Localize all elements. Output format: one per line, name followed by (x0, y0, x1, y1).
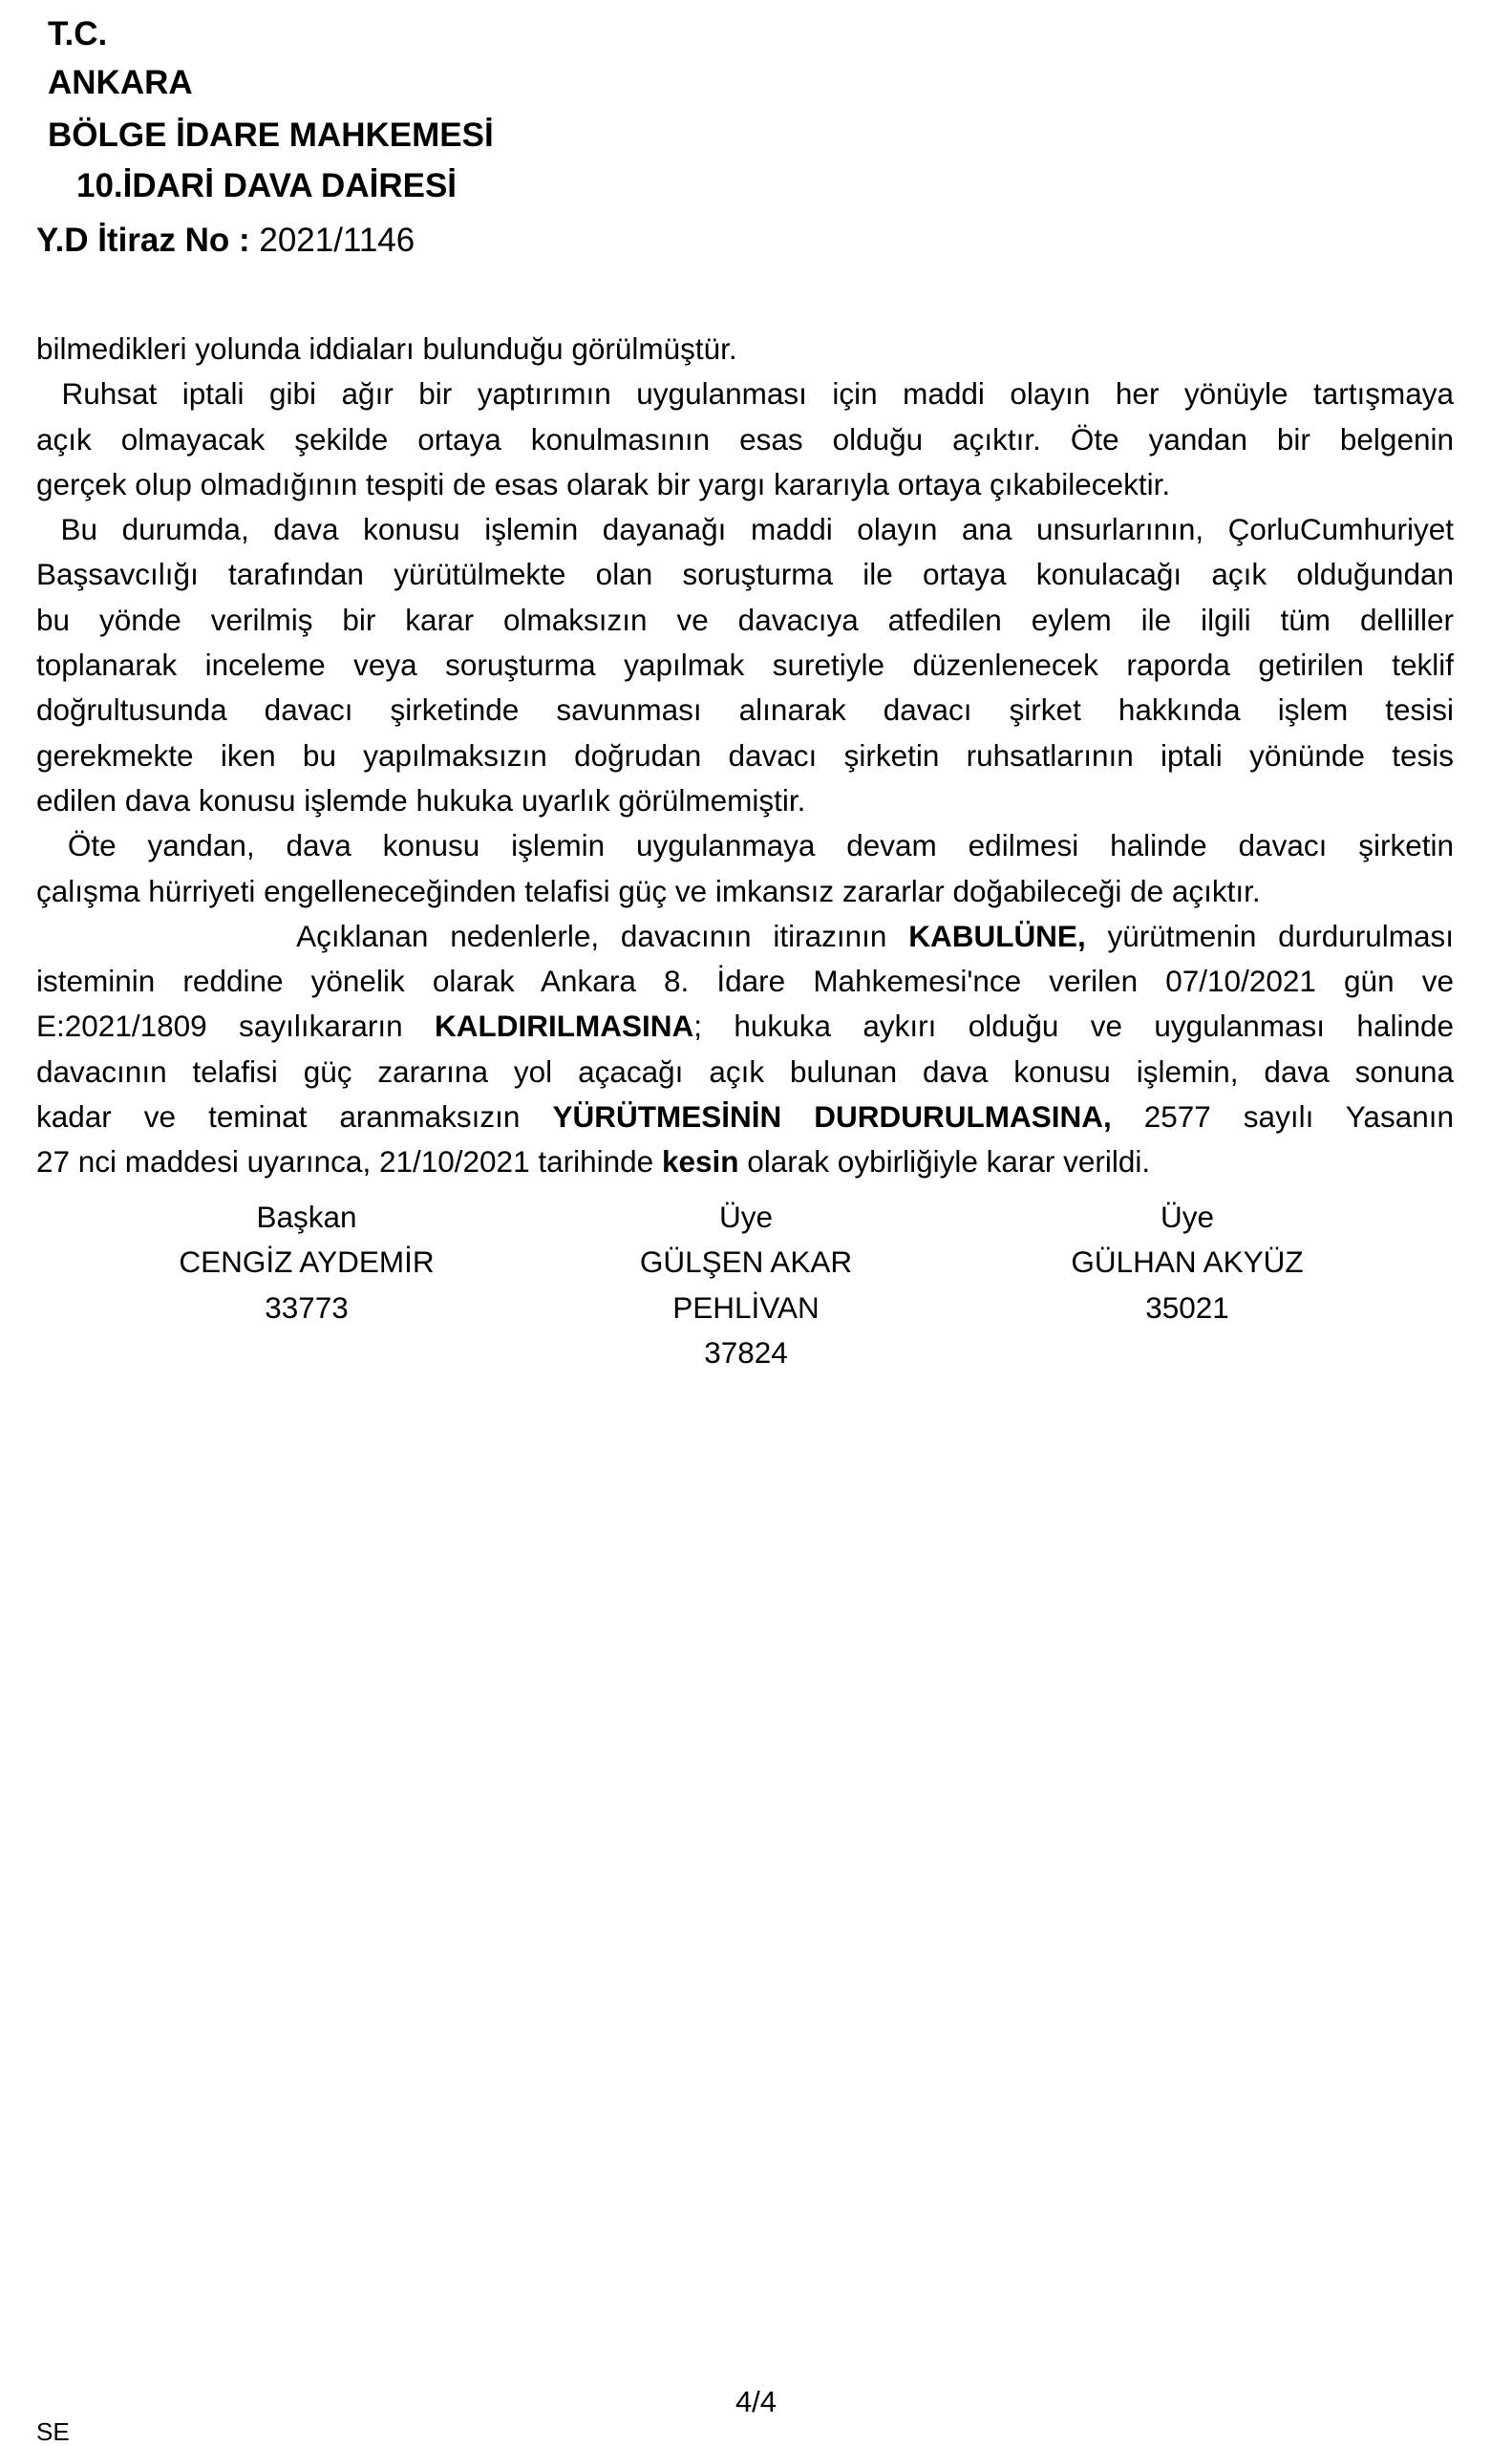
body-line: edilen dava konusu işlemde hukuka uyarlık görülmemiştir. (36, 782, 806, 818)
decision-text: kadar ve teminat aranmaksızın (36, 1099, 553, 1135)
signature-name-cont: PEHLİVAN (672, 1289, 820, 1325)
signature-name: GÜLŞEN AKAR (639, 1244, 853, 1280)
body-line: toplanarak inceleme veya soruşturma yapılmak suretiyle düzenlenecek raporda getirilen teklif (36, 648, 1454, 683)
signature-role: Üye (718, 1200, 774, 1234)
decision-text: 2577 sayılı Yasanın (1111, 1099, 1455, 1135)
decision-emphasis: KALDIRILMASINA (435, 1009, 694, 1044)
body-line: çalışma hürriyeti engelleneceğinden telafisi güç ve imkansız zararlar doğabileceği de açıktır. (36, 873, 1261, 908)
decision-emphasis: kesin (661, 1144, 739, 1180)
body-line: Başsavcılığı tarafından yürütülmekte olan soruşturma ile ortaya konulacağı açık olduğundan (36, 557, 1454, 592)
decision-line (36, 1139, 1454, 1184)
decision-text: E:2021/1809 sayılıkararın (36, 1009, 436, 1044)
reference-number (36, 222, 415, 260)
signature-number: 33773 (265, 1289, 349, 1325)
decision-line (36, 1095, 1454, 1139)
decision-text: ; hukuka aykırı olduğu ve uygulanması halinde (693, 1009, 1454, 1044)
body-line: doğrultusunda davacı şirketinde savunması alınarak davacı şirket hakkında işlem tesisi (36, 692, 1454, 728)
decision-line (36, 1004, 1454, 1049)
header-city: ANKARA (48, 64, 193, 101)
header-tc: T.C. (48, 15, 108, 53)
signature-name: CENGİZ AYDEMİR (179, 1244, 435, 1280)
decision-text: yürütmenin durdurulması (1085, 918, 1454, 953)
signature-role: Başkan (256, 1200, 357, 1234)
decision-line: isteminin reddine yönelik olarak Ankara 8. İdare Mahkemesi'nce verilen 07/10/2021 gün ve (36, 964, 1454, 999)
signature-number: 35021 (1145, 1289, 1229, 1325)
footer-initials: SE (36, 2417, 70, 2446)
document-body (36, 327, 1454, 1185)
signature-role: Üye (1160, 1200, 1215, 1234)
decision-text: olarak oybirliğiyle karar verildi. (738, 1144, 1151, 1180)
body-line: gerçek olup olmadığının tespiti de esas olarak bir yargı kararıyla ortaya çıkabilecektir. (36, 466, 1171, 501)
body-line: Öte yandan, dava konusu işlemin uygulanmaya devam edilmesi halinde davacı şirketin (36, 828, 1454, 863)
decision-line: davacının telafisi güç zararına yol açacağı açık bulunan dava konusu işlemin, dava sonuna (36, 1053, 1454, 1089)
body-line: gerekmekte iken bu yapılmaksızın doğrudan davacı şirketin ruhsatlarının iptali yönünde tesis (36, 737, 1454, 773)
decision-text: 27 nci maddesi uyarınca, 21/10/2021 tarihinde (36, 1144, 662, 1180)
reference-label: Y.D İtiraz No : (36, 222, 250, 259)
body-line: bu yönde verilmiş bir karar olmaksızın ve davacıya atfedilen eylem ile ilgili tüm delliller (36, 602, 1454, 637)
body-line: bilmedikleri yolunda iddiaları bulunduğu görülmüştür. (36, 331, 737, 366)
signature-name: GÜLHAN AKYÜZ (1071, 1244, 1304, 1280)
body-line: Ruhsat iptali gibi ağır bir yaptırımın uygulanması için maddi olayın her yönüyle tartışmaya (36, 376, 1454, 412)
decision-line (36, 914, 1454, 959)
decision-emphasis: YÜRÜTMESİNİN DURDURULMASINA, (552, 1099, 1112, 1135)
signature-member-2 (987, 1195, 1388, 1330)
signature-number: 37824 (704, 1334, 788, 1370)
decision-text: Açıklanan nedenlerle, davacının itirazının (36, 918, 909, 953)
signature-president (106, 1195, 507, 1330)
page-number: 4/4 (735, 2385, 777, 2418)
decision-emphasis: KABULÜNE, (908, 918, 1086, 953)
reference-value: 2021/1146 (249, 222, 415, 259)
body-line: açık olmayacak şekilde ortaya konulmasının esas olduğu açıktır. Öte yandan bir belgenin (36, 421, 1454, 457)
signature-member-1 (545, 1195, 947, 1375)
header-court: BÖLGE İDARE MAHKEMESİ (48, 117, 494, 154)
body-line: Bu durumda, dava konusu işlemin dayanağı maddi olayın ana unsurlarının, ÇorluCumhuriyet (36, 512, 1454, 547)
header-chamber: 10.İDARİ DAVA DAİRESİ (76, 167, 458, 204)
